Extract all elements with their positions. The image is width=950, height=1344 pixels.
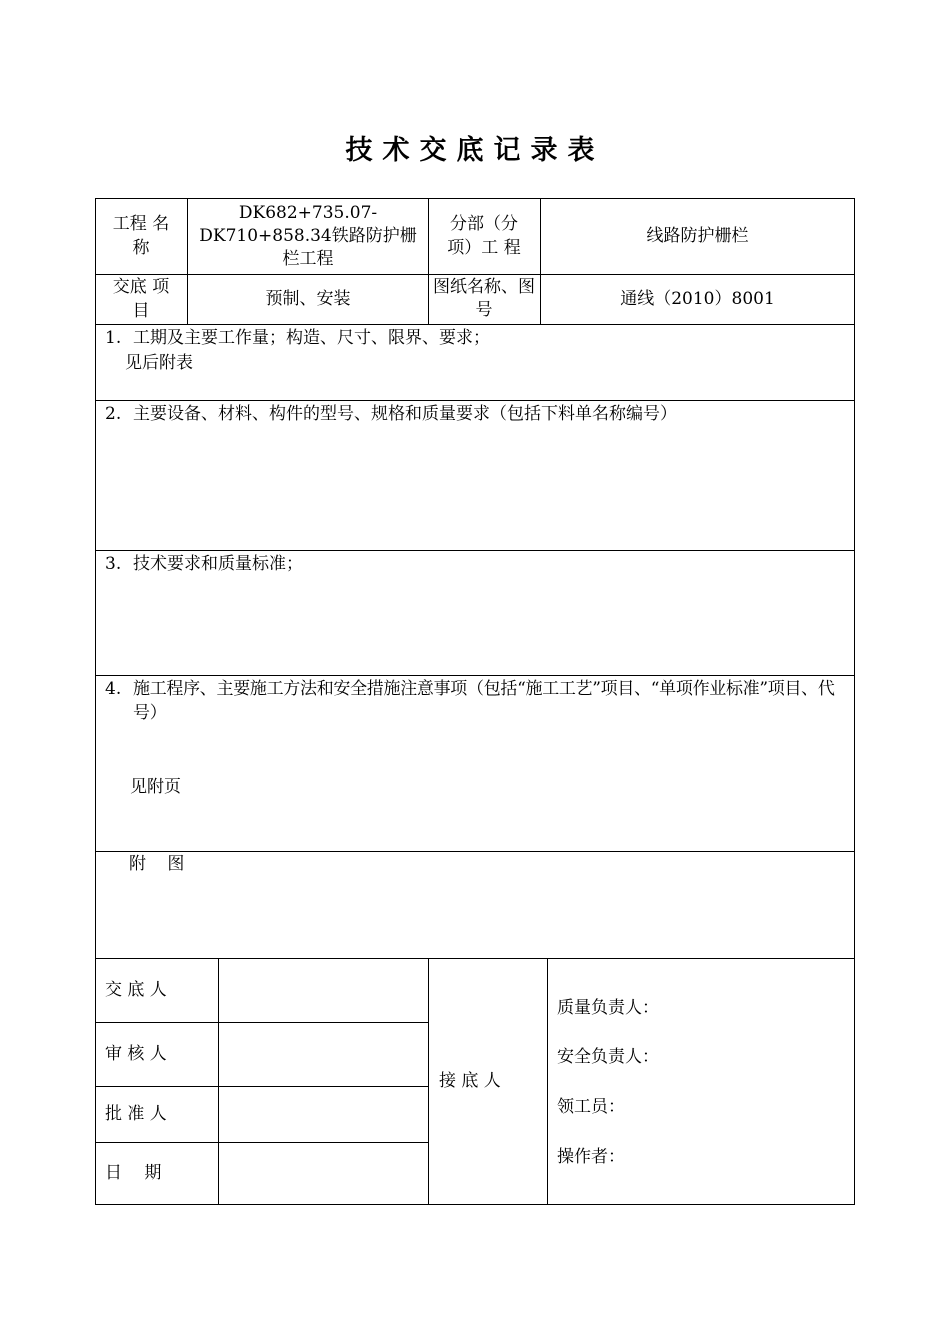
reviewer-label: 审 核 人 bbox=[105, 1044, 167, 1064]
section-2 bbox=[105, 402, 850, 547]
rule bbox=[428, 198, 429, 324]
table-border-bottom bbox=[95, 1204, 855, 1205]
rule bbox=[95, 324, 855, 325]
section-3 bbox=[105, 552, 850, 672]
table-border-right bbox=[854, 198, 855, 1205]
rule bbox=[95, 550, 855, 551]
approver-field[interactable] bbox=[219, 1087, 428, 1142]
drawing-name-label: 图纸名称、图 号 bbox=[433, 277, 535, 320]
section-4 bbox=[105, 677, 850, 847]
project-name-line-1: DK682+735.07- bbox=[238, 202, 378, 223]
drawing-number-value: 通线（2010）8001 bbox=[620, 289, 775, 309]
section-1-number: 1. bbox=[105, 328, 122, 348]
operator-label: 操作者： bbox=[557, 1147, 625, 1167]
discloser-field[interactable] bbox=[219, 959, 428, 1022]
section-4-text: 施工程序、主要施工方法和安全措施注意事项（包括“施工工艺”项目、“单项作业标准”项目、代号） bbox=[133, 679, 835, 723]
page-title: 技术交底记录表 bbox=[345, 135, 605, 166]
receiver-label: 接 底 人 bbox=[439, 1071, 501, 1091]
discloser-label: 交 底 人 bbox=[105, 980, 167, 1000]
record-table bbox=[95, 198, 855, 1205]
rule bbox=[95, 851, 855, 852]
disclosure-item-label: 交底 项目 bbox=[112, 277, 170, 321]
section-2-text: 主要设备、材料、构件的型号、规格和质量要求（包括下料单名称编号） bbox=[133, 404, 677, 424]
section-2-number: 2. bbox=[105, 404, 122, 424]
section-4-number: 4. bbox=[105, 679, 122, 699]
section-3-text: 技术要求和质量标准； bbox=[133, 554, 303, 574]
section-4-note: 见附页 bbox=[130, 777, 181, 797]
section-1-text: 工期及主要工作量；构造、尺寸、限界、要求； bbox=[133, 328, 490, 348]
sub-project-label: 分部（分项）工 程 bbox=[447, 214, 521, 258]
approver-label: 批 准 人 bbox=[105, 1104, 167, 1124]
rule bbox=[95, 675, 855, 676]
date-field[interactable] bbox=[219, 1143, 428, 1204]
project-name-label: 工程 名称 bbox=[112, 214, 170, 258]
reviewer-field[interactable] bbox=[219, 1023, 428, 1086]
disclosure-item-value: 预制、安装 bbox=[265, 289, 351, 309]
foreman-label: 领工员： bbox=[557, 1097, 625, 1117]
attachment-label: 附 图 bbox=[129, 854, 193, 874]
project-name-value bbox=[195, 198, 421, 274]
project-name-line-2: DK710+858.34铁路防护栅栏工程 bbox=[199, 225, 417, 269]
section-1 bbox=[105, 326, 850, 398]
quality-manager-label: 质量负责人： bbox=[557, 998, 659, 1018]
rule bbox=[547, 958, 548, 1204]
date-label: 日 期 bbox=[105, 1163, 162, 1183]
section-1-note: 见后附表 bbox=[125, 353, 193, 373]
section-3-number: 3. bbox=[105, 554, 122, 574]
safety-manager-label: 安全负责人： bbox=[557, 1047, 659, 1067]
rule bbox=[95, 400, 855, 401]
sub-project-value: 线路防护栅栏 bbox=[646, 226, 749, 246]
